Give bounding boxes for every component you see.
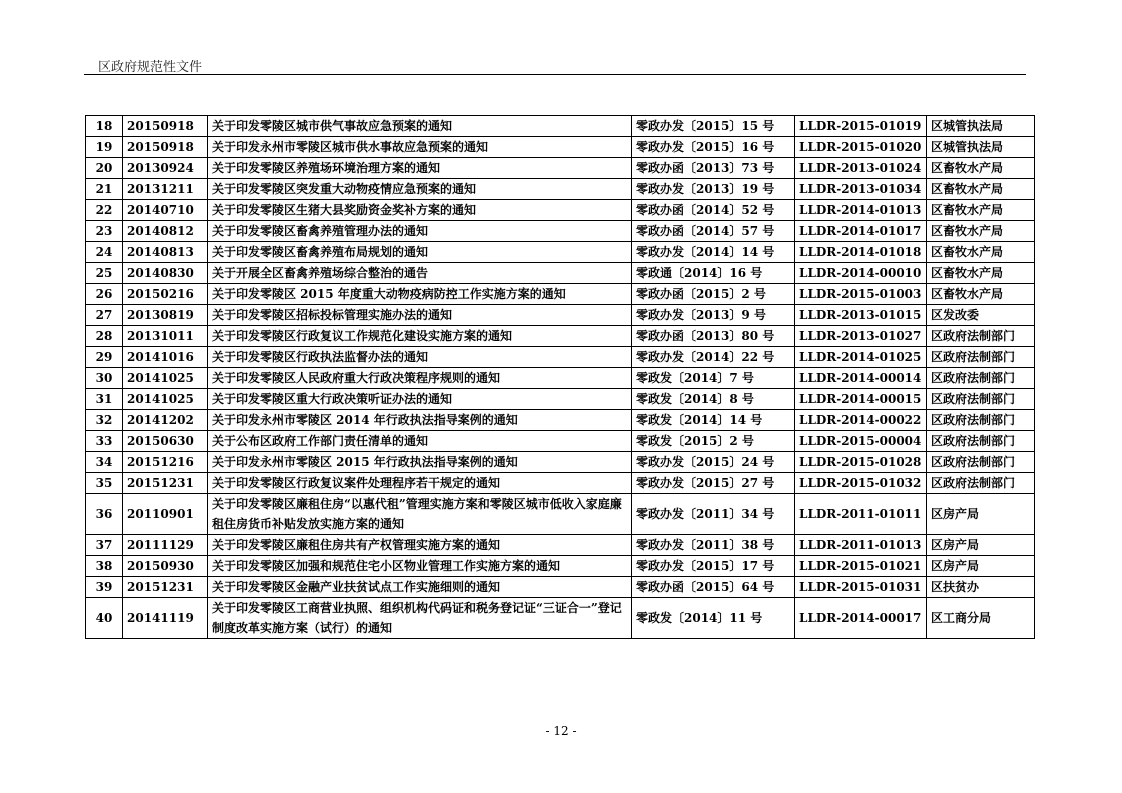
department: 区畜牧水产局 [927,263,1035,284]
document-number: 零政办函〔2014〕57 号 [632,221,795,242]
issue-date: 20140813 [123,242,208,263]
registration-code: LLDR-2014-00015 [795,389,927,410]
department: 区政府法制部门 [927,347,1035,368]
document-title: 关于印发零陵区人民政府重大行政决策程序规则的通知 [208,368,632,389]
registration-code: LLDR-2015-01028 [795,452,927,473]
department: 区畜牧水产局 [927,221,1035,242]
row-number: 22 [86,200,123,221]
row-number: 26 [86,284,123,305]
table-row [86,389,1035,410]
issue-date: 20150630 [123,431,208,452]
document-title: 关于印发零陵区行政复议工作规范化建设实施方案的通知 [208,326,632,347]
issue-date: 20141202 [123,410,208,431]
document-number: 零政通〔2014〕16 号 [632,263,795,284]
row-number: 34 [86,452,123,473]
document-title: 关于印发永州市零陵区城市供水事故应急预案的通知 [208,137,632,158]
document-title: 关于印发零陵区生猪大县奖励资金奖补方案的通知 [208,200,632,221]
department: 区畜牧水产局 [927,179,1035,200]
document-title: 关于开展全区畜禽养殖场综合整治的通告 [208,263,632,284]
table-row [86,535,1035,556]
header-divider [84,74,1026,75]
department: 区工商分局 [927,598,1035,639]
department: 区政府法制部门 [927,473,1035,494]
document-number: 零政办发〔2013〕9 号 [632,305,795,326]
issue-date: 20141025 [123,368,208,389]
issue-date: 20151216 [123,452,208,473]
document-number: 零政办发〔2015〕24 号 [632,452,795,473]
registration-code: LLDR-2013-01024 [795,158,927,179]
table-row [86,200,1035,221]
issue-date: 20151231 [123,473,208,494]
table-row [86,116,1035,137]
document-title: 关于印发零陵区加强和规范住宅小区物业管理工作实施方案的通知 [208,556,632,577]
row-number: 18 [86,116,123,137]
row-number: 24 [86,242,123,263]
row-number: 33 [86,431,123,452]
department: 区畜牧水产局 [927,242,1035,263]
registration-code: LLDR-2015-01019 [795,116,927,137]
document-number: 零政办发〔2015〕16 号 [632,137,795,158]
registration-code: LLDR-2014-01018 [795,242,927,263]
department: 区政府法制部门 [927,410,1035,431]
issue-date: 20150930 [123,556,208,577]
registration-code: LLDR-2014-01017 [795,221,927,242]
document-number: 零政发〔2014〕8 号 [632,389,795,410]
row-number: 37 [86,535,123,556]
page-number: - 12 - [545,724,577,738]
department: 区房产局 [927,494,1035,535]
document-title: 关于印发零陵区重大行政决策听证办法的通知 [208,389,632,410]
table-row [86,452,1035,473]
registration-code: LLDR-2015-01003 [795,284,927,305]
table-row [86,577,1035,598]
table-row [86,347,1035,368]
department: 区城管执法局 [927,116,1035,137]
page-header-title: 区政府规范性文件 [98,60,203,75]
row-number: 25 [86,263,123,284]
document-title: 关于印发零陵区突发重大动物疫情应急预案的通知 [208,179,632,200]
registration-code: LLDR-2013-01034 [795,179,927,200]
table-body [86,116,1035,639]
row-number: 27 [86,305,123,326]
registration-code: LLDR-2013-01015 [795,305,927,326]
document-number: 零政办函〔2013〕73 号 [632,158,795,179]
table-row [86,410,1035,431]
row-number: 20 [86,158,123,179]
row-number: 32 [86,410,123,431]
table-row [86,494,1035,535]
row-number: 30 [86,368,123,389]
document-title: 关于印发永州市零陵区 2015 年行政执法指导案例的通知 [208,452,632,473]
document-register-table [85,115,1035,639]
department: 区房产局 [927,535,1035,556]
registration-code: LLDR-2014-00014 [795,368,927,389]
table-row [86,263,1035,284]
issue-date: 20110901 [123,494,208,535]
table-row [86,158,1035,179]
document-number: 零政办发〔2015〕15 号 [632,116,795,137]
issue-date: 20150216 [123,284,208,305]
document-number: 零政办发〔2011〕38 号 [632,535,795,556]
row-number: 35 [86,473,123,494]
document-title: 关于印发零陵区工商营业执照、组织机构代码证和税务登记证“三证合一”登记制度改革实施方案（试行）的通知 [208,598,632,639]
department: 区政府法制部门 [927,389,1035,410]
row-number: 21 [86,179,123,200]
table-row [86,473,1035,494]
department: 区畜牧水产局 [927,200,1035,221]
registration-code: LLDR-2014-00017 [795,598,927,639]
department: 区畜牧水产局 [927,158,1035,179]
table-row [86,137,1035,158]
registration-code: LLDR-2015-01021 [795,556,927,577]
document-title: 关于印发零陵区畜禽养殖布局规划的通知 [208,242,632,263]
document-number: 零政办函〔2013〕80 号 [632,326,795,347]
issue-date: 20141119 [123,598,208,639]
issue-date: 20141016 [123,347,208,368]
document-number: 零政发〔2014〕14 号 [632,410,795,431]
issue-date: 20131211 [123,179,208,200]
registration-code: LLDR-2014-01013 [795,200,927,221]
registration-code: LLDR-2015-01031 [795,577,927,598]
document-number: 零政办发〔2015〕17 号 [632,556,795,577]
registration-code: LLDR-2015-01020 [795,137,927,158]
issue-date: 20141025 [123,389,208,410]
document-number: 零政办发〔2013〕19 号 [632,179,795,200]
table-row [86,326,1035,347]
registration-code: LLDR-2015-00004 [795,431,927,452]
registration-code: LLDR-2011-01011 [795,494,927,535]
document-title: 关于印发零陵区畜禽养殖管理办法的通知 [208,221,632,242]
document-number: 零政办发〔2014〕14 号 [632,242,795,263]
table-row [86,305,1035,326]
table-row [86,598,1035,639]
document-number: 零政办发〔2014〕22 号 [632,347,795,368]
registration-code: LLDR-2013-01027 [795,326,927,347]
document-title: 关于印发零陵区城市供气事故应急预案的通知 [208,116,632,137]
issue-date: 20150918 [123,116,208,137]
document-title: 关于印发零陵区金融产业扶贫试点工作实施细则的通知 [208,577,632,598]
department: 区政府法制部门 [927,368,1035,389]
department: 区发改委 [927,305,1035,326]
issue-date: 20130819 [123,305,208,326]
row-number: 36 [86,494,123,535]
document-number: 零政发〔2014〕7 号 [632,368,795,389]
department: 区政府法制部门 [927,326,1035,347]
document-title: 关于印发永州市零陵区 2014 年行政执法指导案例的通知 [208,410,632,431]
issue-date: 20150918 [123,137,208,158]
document-number: 零政办发〔2015〕27 号 [632,473,795,494]
department: 区城管执法局 [927,137,1035,158]
document-title: 关于印发零陵区廉租住房共有产权管理实施方案的通知 [208,535,632,556]
document-number: 零政办函〔2015〕2 号 [632,284,795,305]
issue-date: 20131011 [123,326,208,347]
document-number: 零政发〔2014〕11 号 [632,598,795,639]
row-number: 23 [86,221,123,242]
issue-date: 20140710 [123,200,208,221]
registration-code: LLDR-2014-00010 [795,263,927,284]
document-title: 关于印发零陵区行政复议案件处理程序若干规定的通知 [208,473,632,494]
document-number: 零政办函〔2015〕64 号 [632,577,795,598]
department: 区房产局 [927,556,1035,577]
issue-date: 20140812 [123,221,208,242]
issue-date: 20140830 [123,263,208,284]
row-number: 19 [86,137,123,158]
row-number: 39 [86,577,123,598]
issue-date: 20151231 [123,577,208,598]
row-number: 40 [86,598,123,639]
registration-code: LLDR-2011-01013 [795,535,927,556]
registration-code: LLDR-2014-00022 [795,410,927,431]
table-row [86,368,1035,389]
table-row [86,179,1035,200]
document-title: 关于印发零陵区行政执法监督办法的通知 [208,347,632,368]
table-row [86,221,1035,242]
issue-date: 20111129 [123,535,208,556]
document-title: 关于印发零陵区 2015 年度重大动物疫病防控工作实施方案的通知 [208,284,632,305]
department: 区扶贫办 [927,577,1035,598]
document-number: 零政发〔2015〕2 号 [632,431,795,452]
row-number: 29 [86,347,123,368]
table-row [86,284,1035,305]
document-title: 关于公布区政府工作部门责任清单的通知 [208,431,632,452]
document-title: 关于印发零陵区招标投标管理实施办法的通知 [208,305,632,326]
row-number: 28 [86,326,123,347]
table-row [86,556,1035,577]
department: 区政府法制部门 [927,431,1035,452]
document-number: 零政办发〔2011〕34 号 [632,494,795,535]
document-number: 零政办函〔2014〕52 号 [632,200,795,221]
row-number: 38 [86,556,123,577]
registration-code: LLDR-2014-01025 [795,347,927,368]
table-row [86,242,1035,263]
row-number: 31 [86,389,123,410]
document-title: 关于印发零陵区廉租住房“以惠代租”管理实施方案和零陵区城市低收入家庭廉租住房货币补贴发放实施方案的通知 [208,494,632,535]
department: 区畜牧水产局 [927,284,1035,305]
document-title: 关于印发零陵区养殖场环境治理方案的通知 [208,158,632,179]
registration-code: LLDR-2015-01032 [795,473,927,494]
department: 区政府法制部门 [927,452,1035,473]
issue-date: 20130924 [123,158,208,179]
table-row [86,431,1035,452]
